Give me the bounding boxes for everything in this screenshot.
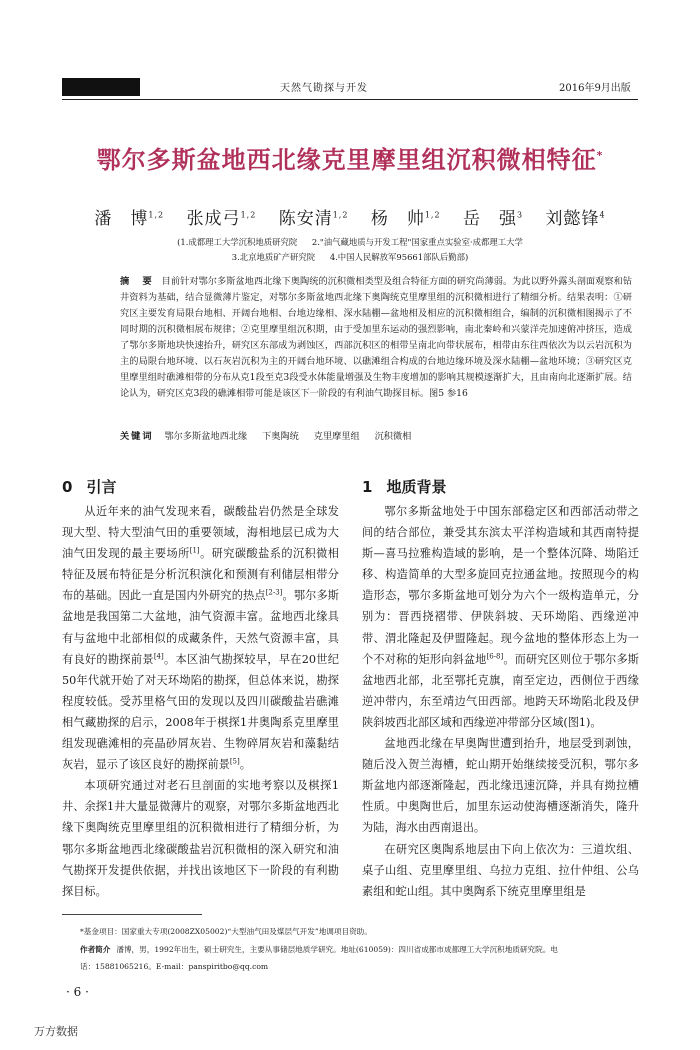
author-affiliation-mark: 4 — [599, 210, 606, 220]
title-footnote-mark: * — [596, 149, 604, 162]
affiliations-line-1 — [0, 236, 700, 249]
watermark: 万方数据 — [34, 1025, 78, 1038]
section-title: 地质背景 — [386, 478, 447, 496]
article-title-text: 鄂尔多斯盆地西北缘克里摩里组沉积微相特征 — [96, 146, 597, 174]
author-affiliation-mark: 1,2 — [424, 210, 441, 220]
keyword: 下奥陶统 — [262, 431, 299, 442]
text-run: 。 — [239, 758, 251, 772]
keyword: 沉积微相 — [374, 431, 412, 442]
section-number: 0 — [62, 478, 73, 496]
author — [463, 209, 523, 229]
affiliation-4: 4.中国人民解放军95661部队后勤部) — [329, 252, 469, 262]
paragraph: 本项研究通过对老石旦剖面的实地考察以及棋探1井、余探1井大量显微薄片的观察，对鄂尔多斯盆地西北缘下奥陶统克里摩里组的沉积微相进行了精细分析，为鄂尔多斯盆地西北缘碳酸盐岩沉积微相的深入研究和油气勘探开发提供依据，并找出该地区下一阶段的有利勘探目标。 — [62, 779, 339, 898]
footnote-rule — [62, 914, 202, 915]
section-title: 引言 — [86, 478, 117, 496]
keyword: 克里摩里组 — [313, 431, 360, 442]
paragraph: 在研究区奥陶系地层由下向上依次为：三道坎组、桌子山组、克里摩里组、乌拉力克组、拉什仲组、公乌素组和蛇山组。其中奥陶系下统克里摩里组是 — [362, 842, 639, 898]
keywords — [120, 428, 632, 442]
author-affiliation-mark: 1,2 — [148, 210, 165, 220]
author-name: 陈安清 — [278, 209, 333, 229]
keywords-label: 关键词 — [120, 431, 154, 442]
text-run: 。鄂尔多斯盆地是我国第二大盆地，油气资源丰富。盆地西北缘具有与盆地中北部相似的成藏条件，天然气资源丰富，具有良好的勘探前景 — [62, 589, 339, 666]
running-header-journal: 天然气勘探与开发 — [280, 83, 368, 94]
author — [94, 209, 164, 229]
affiliation-3: 3.北京地质矿产研究院 — [231, 252, 316, 262]
column-left — [62, 501, 339, 902]
page-number: · 6 · — [66, 985, 89, 999]
text-run: 。研究碳酸盐系的沉积微相特征及展布特征是分析沉积演化和预测有利储层相带分布的基础。因此一直是国内外研究的热点 — [62, 547, 339, 603]
citation: [4] — [153, 651, 164, 660]
abstract-text: 目前针对鄂尔多斯盆地西北缘下奥陶统的沉积微相类型及组合特征方面的研究尚薄弱。为此以野外露头剖面观察和钻井资料为基础，结合显微薄片鉴定，对鄂尔多斯盆地西北缘下奥陶统克里摩里组的沉积微相进行了精细分析。结果表明：①研究区主要发育局限台地相、开阔台地相、台地边缘相、深水陆棚—盆地相及相应的沉积微相组合，编制的沉积微相图揭示了不同时期的沉积微相展布规律；②克里摩里组沉积期，由于受加里东运动的强烈影响，南北秦岭和兴蒙洋壳加速俯冲挤压，造成了鄂尔多斯地块快速抬升，研究区东部成为剥蚀区，西部沉积区的相带呈南北向带状展布，相带由东往西依次为以云岩沉积为主的局限台地环境、以石灰岩沉积为主的开阔台地环境、以礁滩组合构成的台地边缘环境及深水陆棚—盆地环境；③研究区克里摩里组时礁滩相带的分布从克1段至克3段受水体能量增强及生物丰度增加的影响其规模逐渐扩大，且由南向北逐渐扩展。结论认为，研究区克3段的礁滩相带可能是该区下一阶段的有利油气勘探目标。图5 参16 — [120, 276, 633, 399]
author — [545, 209, 605, 229]
author-name: 张成弓 — [186, 209, 241, 229]
running-header-issue: 2016年9月出版 — [559, 83, 631, 94]
paragraph — [362, 501, 639, 733]
author-affiliation-mark: 3 — [516, 210, 524, 220]
author-name: 杨 帅 — [370, 209, 425, 229]
author-list — [0, 204, 700, 229]
footnote-author-label: 作者简介 — [80, 945, 111, 954]
author — [279, 209, 349, 229]
citation: [2-3] — [265, 588, 283, 597]
text-run: 鄂尔多斯盆地处于中国东部稳定区和西部活动带之间的结合部位，兼受其东滨太平洋构造域和其西南特提斯—喜马拉雅构造域的影响，是一个整体沉降、坳陷迁移、构造简单的大型多旋回克拉通盆地。按照现今的构造形态，鄂尔多斯盆地可划分为六个一级构造单元，分别为：晋西挠褶带、伊陕斜坡、天环坳陷、西缘逆冲带、渭北隆起及伊盟隆起。现今盆地的整体形态上为一个不对称的矩形向斜盆地 — [362, 505, 639, 666]
keyword: 鄂尔多斯盆地西北缘 — [164, 431, 248, 442]
header-black-bar — [62, 78, 140, 96]
text-run: 从近年来的油气发现来看，碳酸盐岩仍然是全球发现大型、特大型油气田的重要领域，海相地层已成为大油气田发现的最主要场所 — [62, 505, 339, 561]
citation: [6-8] — [486, 651, 504, 660]
article-title — [0, 140, 700, 175]
footnote-author-contact: 话：15881065216。E-mail：panspiritbo@qq.com — [80, 962, 269, 971]
column-right — [362, 501, 639, 902]
paragraph — [62, 501, 339, 775]
text-run: 。本区油气勘探较早，早在20世纪50年代就开始了对天环坳陷的勘探，但总体来说，勘探程度较低。受苏里格气田的发现以及四川碳酸盐岩礁滩相气藏勘探的启示，2008年于棋探1井奥陶系克里摩里组发现礁滩相的亮晶砂屑灰岩、生物碎屑灰岩和藻黏结灰岩，显示了该区良好的勘探前景 — [62, 652, 339, 772]
author-affiliation-mark: 1,2 — [332, 210, 349, 220]
abstract — [120, 274, 632, 402]
paragraph: 盆地西北缘在早奥陶世遭到抬升，地层受到剥蚀，随后没入贺兰海槽，蛇山期开始继续接受沉积，鄂尔多斯盆地内部逐渐隆起，西北缘迅速沉降，并具有拗拉槽性质。中奥陶世后，加里东运动使海槽逐渐消失，隆升为陆，海水由西南退出。 — [362, 737, 639, 835]
author — [371, 209, 441, 229]
affiliations-line-2 — [0, 251, 700, 264]
author — [187, 209, 257, 229]
text-run: 。而研究区则位于鄂尔多斯盆地西北部，北至鄂托克旗，南至定边，西侧位于西缘逆冲带内，东至靖边气田西部。地跨天环坳陷北段及伊陕斜坡西北部区域和西缘逆冲带部分区域(图1)。 — [362, 652, 639, 729]
citation: [5] — [229, 757, 240, 766]
author-name: 潘 博 — [94, 209, 149, 229]
section-number: 1 — [362, 478, 373, 496]
citation: [1] — [189, 546, 200, 555]
section-heading-geology — [362, 476, 446, 497]
footnote-author — [80, 943, 640, 956]
footnote-funding: *基金项目：国家重大专项(2008ZX05002)“大型油气田及煤层气开发”地调项目资助。 — [80, 927, 372, 936]
header-rule — [62, 99, 638, 100]
section-heading-introduction — [62, 476, 116, 497]
author-name: 岳 强 — [462, 209, 517, 229]
affiliation-2: 2."油气藏地质与开发工程"国家重点实验室·成都理工大学 — [311, 237, 523, 247]
abstract-label: 摘 要 — [120, 276, 154, 287]
footnote-author-text: 潘博，男，1992年出生，硕士研究生，主要从事储层地质学研究。地址(610059)：四川省成都市成都理工大学沉积地质研究院。电 — [116, 945, 558, 954]
author-affiliation-mark: 1,2 — [240, 210, 257, 220]
affiliation-1: (1.成都理工大学沉积地质研究院 — [177, 237, 298, 247]
author-name: 刘懿锋 — [545, 209, 600, 229]
